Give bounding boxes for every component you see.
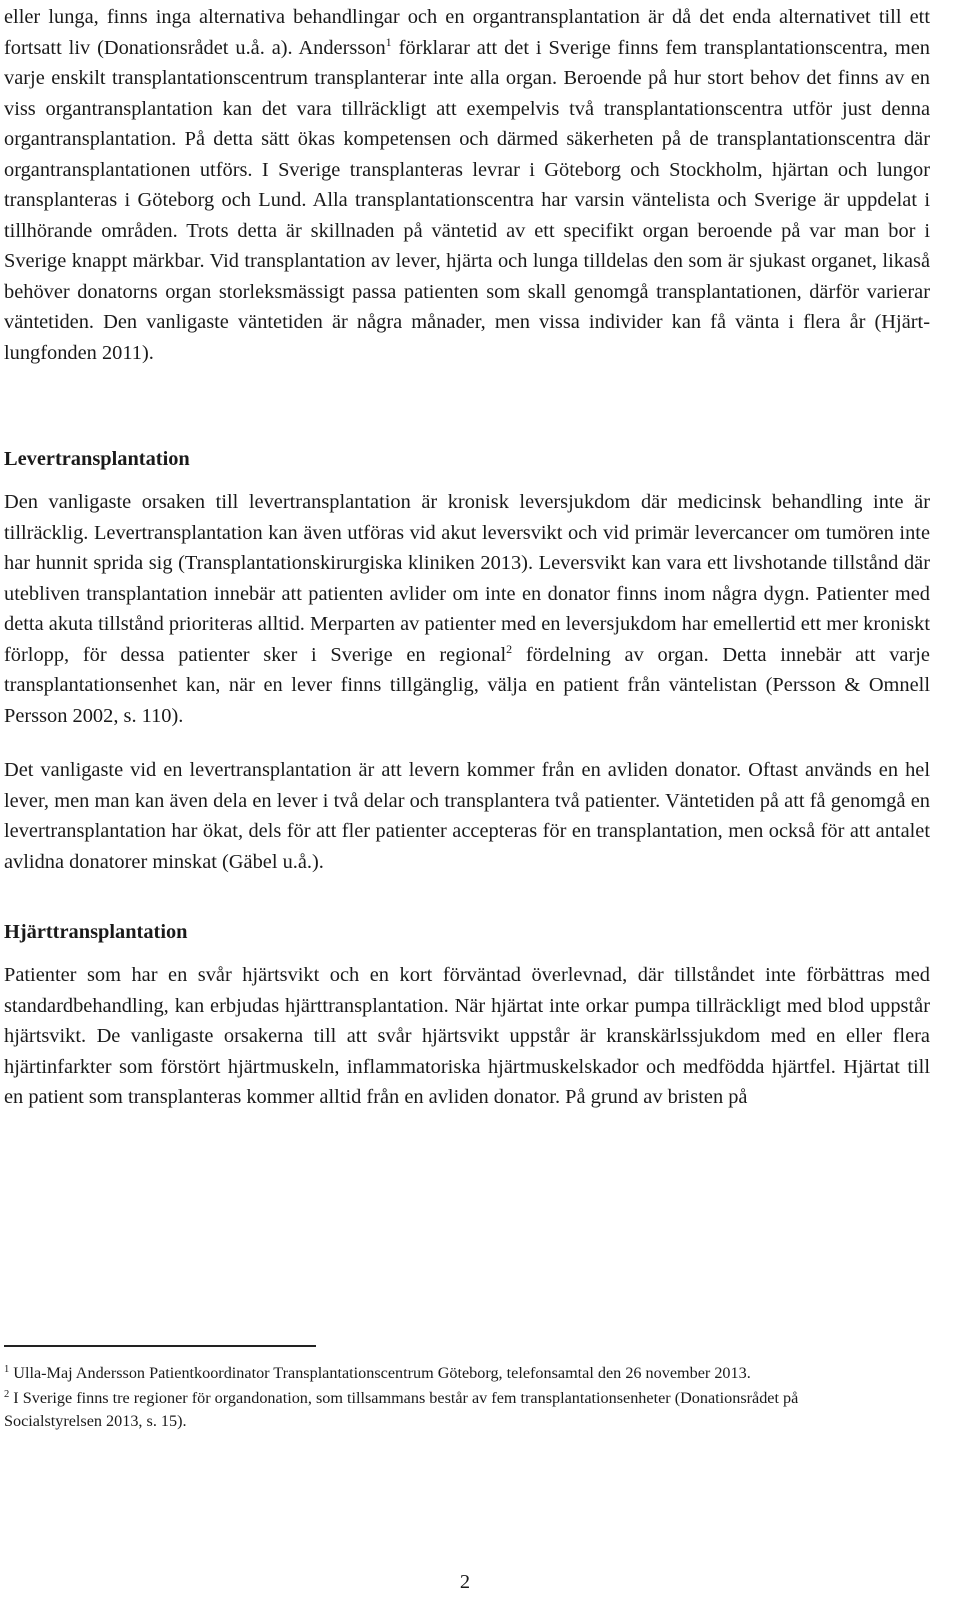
- liver-paragraph-1: Den vanligaste orsaken till levertransplantation är kronisk leversjukdom där medicinsk behandling inte är tillräcklig. Levertransplantation kan även utföras vid akut leversvikt och vid primär levercancer om tumören inte har hunnit sprida sig (Transplantationskirurgiska kliniken 2013). Leversvikt kan vara ett livshotande tillstånd där utebliven transplantation innebär att patienten avlider om inte en donator finns inom några dygn. Patienter med detta akuta tillstånd prioriteras alltid. Merparten av patienter med en leversjukdom har emellertid ett mer kroniskt förlopp, för dessa patienter sker i Sverige en regional$^2$ fördelning av organ. Detta innebär att varje transplantationsenhet kan, när en lever finns tillgänglig, välja en patient från väntelistan (Persson & Omnell Persson 2002, s. 110).: [4, 491, 930, 727]
- page-number: 2: [459, 1571, 471, 1593]
- footnote-1: $^1$ Ulla-Maj Andersson Patientkoordinator Transplantationscentrum Göteborg, telefonsamtal den 26 november 2013.: [4, 1364, 751, 1382]
- footnote-ref-2[interactable]: 2: [506, 641, 513, 656]
- intro-paragraph: eller lunga, finns inga alternativa behandlingar och en organtransplantation är då det enda alternativet till ett fortsatt liv (Donationsrådet u.å. a). Andersson$^1$ förklarar att det i Sverige finns fem transplantationscentra, men varje enskilt transplantationscentrum transplanterar inte alla organ. Beroende på hur stort behov det finns av en viss organtransplantation kan det vara tillräckligt att exempelvis två transplantationscentra utför just denna organtransplantation. På detta sätt ökas kompetensen och därmed säkerheten på de transplantationscentra där organtransplantationen utförs. I Sverige transplanteras levrar i Göteborg och Stockholm, hjärtan och lungor transplanteras i Göteborg och Lund. Alla transplantationscentra har varsin väntelista och Sverige är uppdelat i tillhörande områden. Trots detta är skillnaden på väntetid av ett specifikt organ beroende på var man bor i Sverige knappt märkbar. Vid transplantation av lever, hjärta och lunga tilldelas den som är sjukast organet, likaså behöver donatorns organ storleksmässigt passa patienten som skall genomgå transplantationen, därför varierar väntetiden. Den vanligaste väntetiden är några månader, men vissa individer kan få vänta i flera år (Hjärt-lungfonden 2011).: [4, 6, 931, 364]
- section-heading-liver: Levertransplantation: [4, 448, 190, 470]
- document-page: [4, 0, 930, 1113]
- liver-paragraph-2: Det vanligaste vid en levertransplantation är att levern kommer från en avliden donator. Oftast används en hel lever, men man kan även dela en lever i två delar och transplantera två patienter. Väntetiden på att få genomgå en levertransplantation har ökat, dels för att fler patienter accepteras för en transplantation, men också för att antalet avlidna donatorer minskat (Gäbel u.å.).: [4, 759, 930, 873]
- footnotes: [4, 1362, 884, 1433]
- footnote-ref-1[interactable]: 1: [385, 34, 392, 49]
- heart-paragraph-1: Patienter som har en svår hjärtsvikt och en kort förväntad överlevnad, där tillståndet inte förbättras med standardbehandling, kan erbjudas hjärttransplantation. När hjärtat inte orkar pumpa tillräckligt med blod uppstår hjärtsvikt. De vanligaste orsakerna till att svår hjärtsvikt uppstår är kranskärlssjukdom med en eller flera hjärtinfarkter som förstört hjärtmuskeln, inflammatoriska hjärtmuskelskador och medfödda hjärtfel. Hjärtat till en patient som transplanteras kommer alltid från en avliden donator. På grund av bristen på: [4, 964, 930, 1108]
- footnote-divider: [4, 1345, 316, 1347]
- footnote-2: $^2$ I Sverige finns tre regioner för organdonation, som tillsammans består av fem transplantationsenheter (Donationsrådet på Socialstyrelsen 2013, s. 15).: [4, 1389, 799, 1430]
- section-heading-heart: Hjärttransplantation: [4, 921, 188, 943]
